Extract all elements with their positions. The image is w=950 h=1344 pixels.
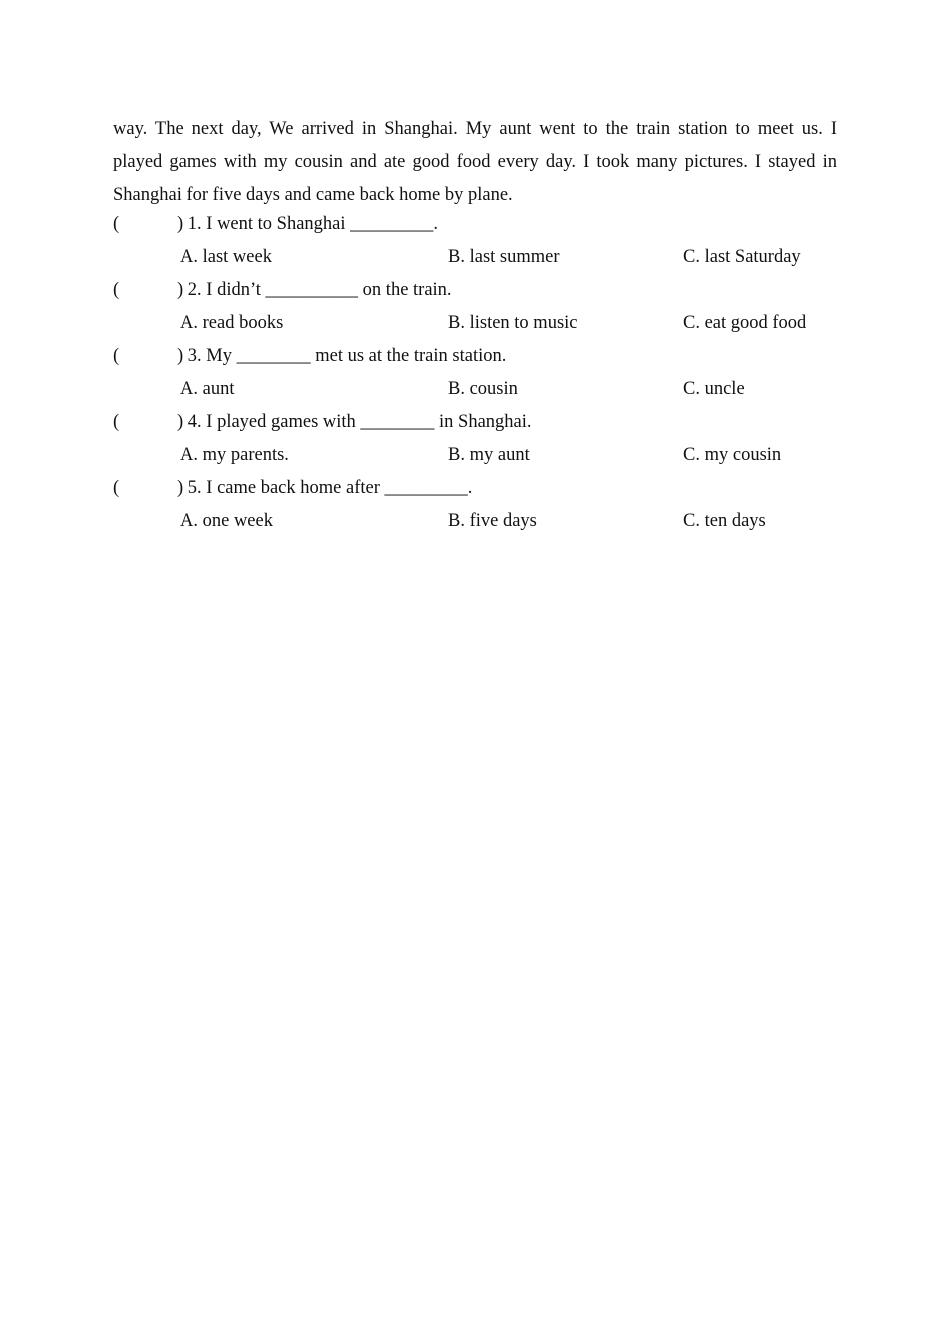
passage-line: played games with my cousin and ate good food every day. I took many pictures. I stayed in [113,152,837,172]
question-3-options [113,373,837,406]
option-b: B. cousin [448,379,518,399]
option-b: B. listen to music [448,313,578,333]
question-5 [113,472,837,505]
reading-passage [113,113,837,212]
passage-line: Shanghai for five days and came back home by plane. [113,185,513,205]
question-1-options [113,241,837,274]
option-c: C. uncle [683,379,745,399]
question-stem: ) 1. I went to Shanghai _________. [177,214,439,234]
question-stem: ) 5. I came back home after _________. [177,478,473,498]
option-c: C. ten days [683,511,766,531]
question-stem: ) 3. My ________ met us at the train station. [177,346,507,366]
option-c: C. my cousin [683,445,782,465]
question-4 [113,406,837,439]
option-b: B. last summer [448,247,560,267]
question-1 [113,208,837,241]
option-a: A. my parents. [180,445,289,465]
question-2-options [113,307,837,340]
option-a: A. one week [180,511,273,531]
option-c: C. eat good food [683,313,807,333]
answer-blank-open-paren[interactable]: ( [113,214,120,234]
question-5-options [113,505,837,538]
question-4-options [113,439,837,472]
question-3 [113,340,837,373]
option-a: A. aunt [180,379,235,399]
question-list [113,208,837,538]
option-a: A. read books [180,313,284,333]
option-a: A. last week [180,247,272,267]
passage-line: way. The next day, We arrived in Shanghai. My aunt went to the train station to meet us. I [113,119,837,139]
question-stem: ) 4. I played games with ________ in Shanghai. [177,412,532,432]
question-2 [113,274,837,307]
option-b: B. my aunt [448,445,530,465]
answer-blank-open-paren[interactable]: ( [113,478,120,498]
answer-blank-open-paren[interactable]: ( [113,412,120,432]
question-stem: ) 2. I didn’t __________ on the train. [177,280,452,300]
answer-blank-open-paren[interactable]: ( [113,280,120,300]
option-b: B. five days [448,511,537,531]
option-c: C. last Saturday [683,247,801,267]
answer-blank-open-paren[interactable]: ( [113,346,120,366]
